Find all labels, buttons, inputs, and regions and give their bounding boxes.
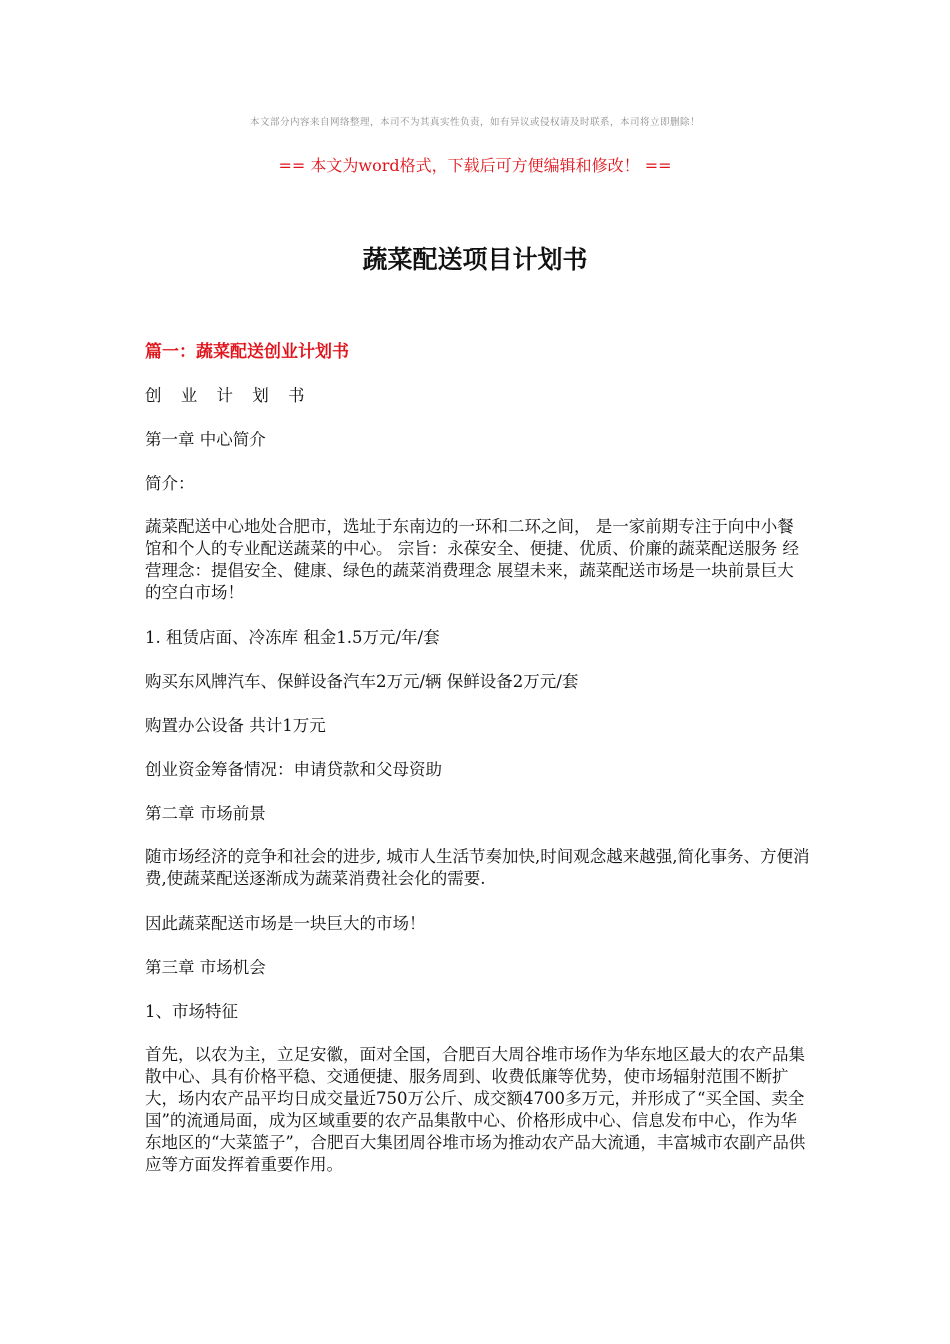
document-body [145,340,810,1198]
body-paragraph: 蔬菜配送中心地处合肥市，选址于东南边的一环和二环之间， 是一家前期专注于向中小餐馆和个人的专业配送蔬菜的中心。 宗旨：永葆安全、便捷、优质、价廉的蔬菜配送服务 经营理念：提倡安全、健康、绿色的蔬菜消费理念 展望未来，蔬菜配送市场是一块前景巨大的空白市场！ [145,517,799,602]
document-title: 蔬菜配送项目计划书 [362,245,588,274]
chapter-heading: 第三章 市场机会 [145,958,266,977]
subsection-heading: 1、市场特征 [145,1002,238,1021]
body-paragraph: 随市场经济的竞争和社会的进步, 城市人生活节奏加快,时间观念越来越强,简化事务、方便消费,使蔬菜配送逐渐成为蔬菜消费社会化的需要. [145,847,810,888]
cost-item: 1. 租赁店面、冷冻库 租金1.5万元/年/套 [145,628,440,647]
section-heading: 篇一：蔬菜配送创业计划书 [145,342,349,362]
disclaimer-text: 本文部分内容来自网络整理，本司不为其真实性负责，如有异议或侵权请及时联系，本司将立即删除！ [249,117,700,128]
intro-label: 简介： [145,474,195,493]
cost-item: 购置办公设备 共计1万元 [145,716,326,735]
body-paragraph: 首先，以农为主，立足安徽，面对全国，合肥百大周谷堆市场作为华东地区最大的农产品集散中心、具有价格平稳、交通便捷、服务周到、收费低廉等优势，使市场辐射范围不断扩大，场内农产品平均日成交量近750万公斤、成交额4700多万元，并形成了“买全国、卖全国”的流通局面，成为区域重要的农产品集散中心、价格形成中心、信息发布中心，作为华东地区的“大菜篮子”，合肥百大集团周谷堆市场为推动农产品大流通，丰富城市农副产品供应等方面发挥着重要作用。 [145,1045,806,1174]
plan-label: 创 业 计 划 书 [145,386,312,405]
chapter-heading: 第二章 市场前景 [145,804,266,823]
funding-line: 创业资金筹备情况：申请贷款和父母资助 [145,760,442,779]
chapter-heading: 第一章 中心简介 [145,430,266,449]
cost-item: 购买东风牌汽车、保鲜设备汽车2万元/辆 保鲜设备2万元/套 [145,672,579,691]
body-paragraph: 因此蔬菜配送市场是一块巨大的市场！ [145,914,426,933]
format-notice: == 本文为word格式，下载后可方便编辑和修改！ == [278,156,672,175]
